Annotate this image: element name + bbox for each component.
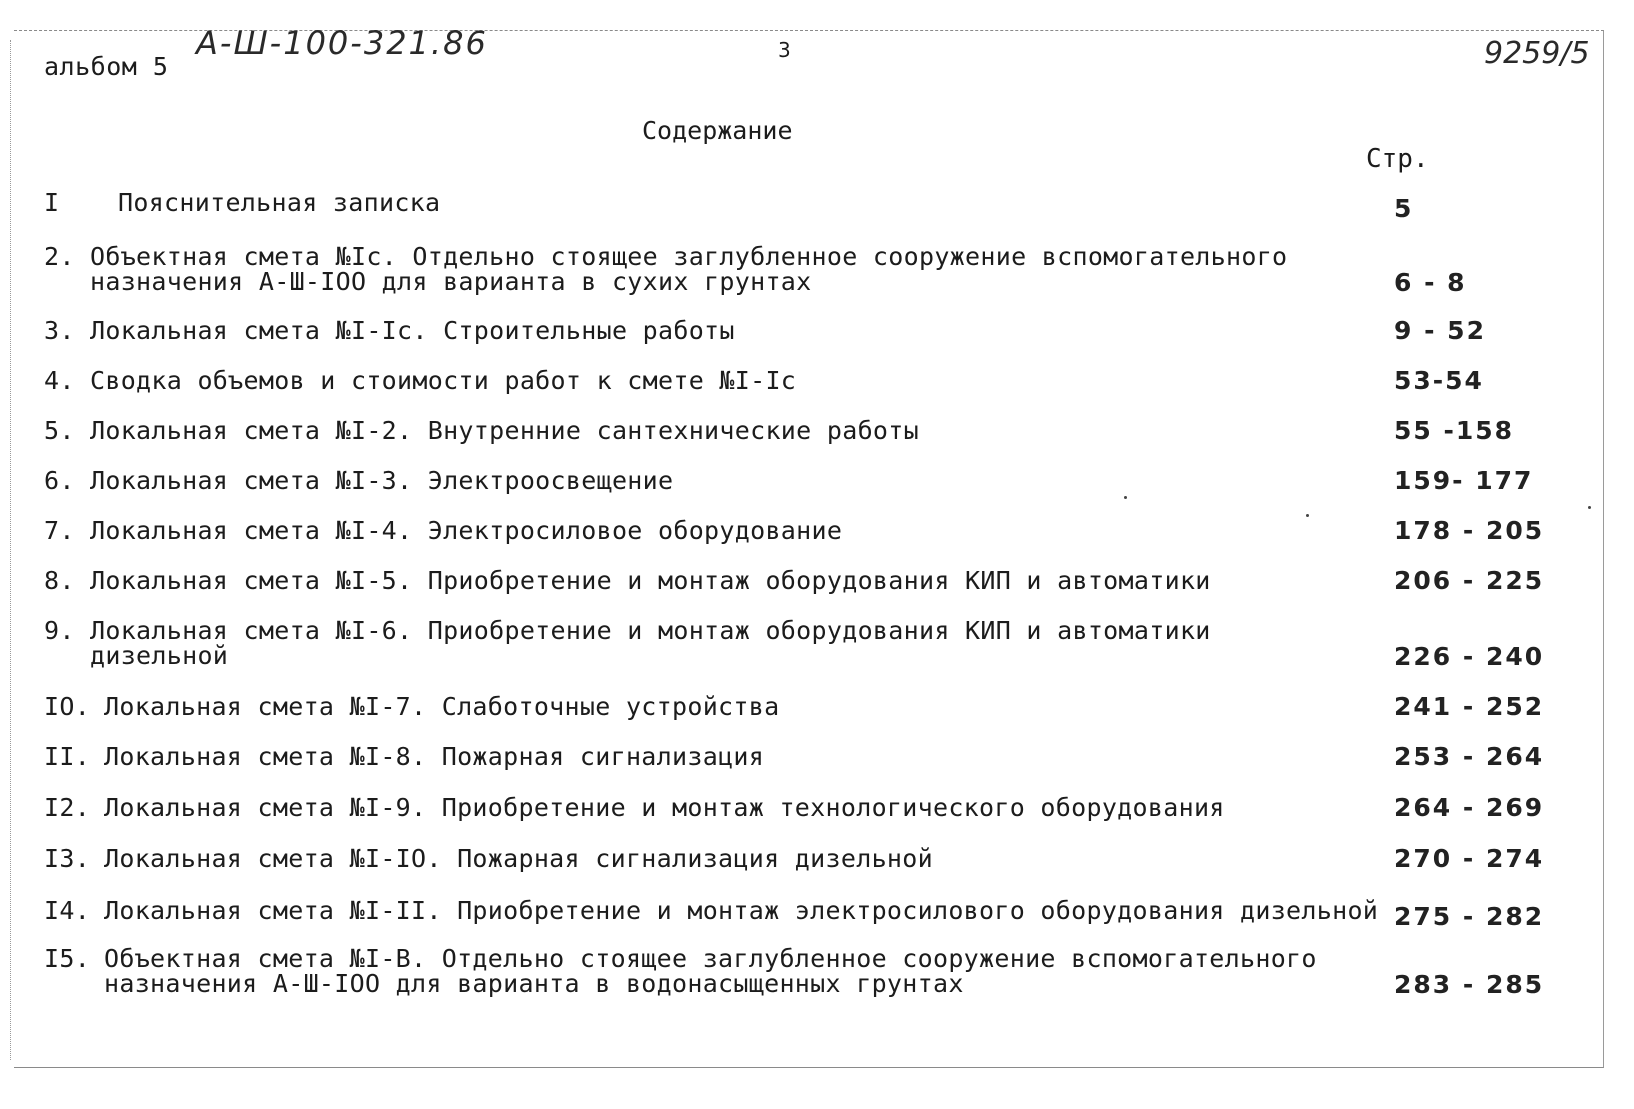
toc-item-pages: 159- 177 bbox=[1394, 466, 1534, 495]
scan-speck bbox=[1306, 514, 1309, 517]
toc-item-number: 2. bbox=[44, 242, 75, 271]
toc-item-number: 9. bbox=[44, 616, 75, 645]
toc-item-pages: 226 - 240 bbox=[1394, 642, 1545, 671]
toc-item-text: Локальная смета №I-7. Слаботочные устройства bbox=[104, 692, 780, 721]
binding-edge bbox=[10, 40, 15, 1060]
toc-item-text: Сводка объемов и стоимости работ к смете №I-Iс bbox=[90, 366, 797, 395]
toc-item-pages: 264 - 269 bbox=[1394, 793, 1545, 822]
toc-item-number: II. bbox=[44, 742, 91, 771]
toc-item-number: 4. bbox=[44, 366, 75, 395]
page-title: Содержание bbox=[642, 116, 793, 145]
toc-item-pages: 206 - 225 bbox=[1394, 566, 1545, 595]
document-code: А-Ш-100-321.86 bbox=[196, 24, 488, 62]
toc-item-number: I5. bbox=[44, 944, 91, 973]
toc-item-number: I4. bbox=[44, 896, 91, 925]
toc-item-text: Локальная смета №I-9. Приобретение и монтаж технологического оборудования bbox=[104, 793, 1225, 822]
scan-speck bbox=[1124, 496, 1127, 499]
toc-item-text: Локальная смета №I-6. Приобретение и монтаж оборудования КИП и автоматики дизельной bbox=[90, 616, 1211, 670]
inventory-number: 9259/5 bbox=[1484, 36, 1590, 71]
toc-item-number: 3. bbox=[44, 316, 75, 345]
toc-item-pages: 178 - 205 bbox=[1394, 516, 1545, 545]
toc-item-pages: 5 bbox=[1394, 194, 1414, 223]
toc-item-text: Локальная смета №I-IO. Пожарная сигнализация дизельной bbox=[104, 844, 933, 873]
toc-item-text: Локальная смета №I-3. Электроосвещение bbox=[90, 466, 674, 495]
toc-item-text: Локальная смета №I-Iс. Строительные работы bbox=[90, 316, 735, 345]
toc-item-text: Локальная смета №I-4. Электросиловое оборудование bbox=[90, 516, 843, 545]
toc-item-pages: 6 - 8 bbox=[1394, 268, 1467, 297]
toc-item-number: 5. bbox=[44, 416, 75, 445]
toc-item-text: Объектная смета №Iс. Отдельно стоящее заглубленное сооружение вспомогательного назначения А-Ш-IOO для варианта в сухих грунтах bbox=[90, 242, 1288, 296]
toc-item-pages: 283 - 285 bbox=[1394, 970, 1545, 999]
toc-item-number: I3. bbox=[44, 844, 91, 873]
toc-item-text: Локальная смета №I-5. Приобретение и монтаж оборудования КИП и автоматики bbox=[90, 566, 1211, 595]
toc-item-number: I bbox=[44, 188, 60, 217]
toc-item-text: Объектная смета №I-В. Отдельно стоящее заглубленное сооружение вспомогательного назначения А-Ш-IOO для варианта в водонасыщенных грунтах bbox=[104, 944, 1317, 998]
album-label: альбом 5 bbox=[44, 52, 169, 81]
toc-item-text: Локальная смета №I-II. Приобретение и монтаж электросилового оборудования дизельной bbox=[104, 896, 1379, 925]
toc-item-text: Локальная смета №I-2. Внутренние сантехнические работы bbox=[90, 416, 919, 445]
toc-item-number: IO. bbox=[44, 692, 91, 721]
toc-item-number: 8. bbox=[44, 566, 75, 595]
toc-item-pages: 275 - 282 bbox=[1394, 902, 1545, 931]
toc-item-pages: 241 - 252 bbox=[1394, 692, 1545, 721]
toc-item-number: 7. bbox=[44, 516, 75, 545]
toc-item-text: Локальная смета №I-8. Пожарная сигнализация bbox=[104, 742, 765, 771]
toc-item-pages: 253 - 264 bbox=[1394, 742, 1545, 771]
toc-item-number: I2. bbox=[44, 793, 91, 822]
page-column-header: Стр. bbox=[1366, 144, 1429, 174]
scan-speck bbox=[1588, 506, 1591, 509]
toc-item-number: 6. bbox=[44, 466, 75, 495]
toc-item-text: Пояснительная записка bbox=[118, 188, 441, 217]
toc-item-pages: 9 - 52 bbox=[1394, 316, 1486, 345]
toc-item-pages: 270 - 274 bbox=[1394, 844, 1545, 873]
page-number: 3 bbox=[778, 38, 791, 62]
toc-item-pages: 55 -158 bbox=[1394, 416, 1515, 445]
toc-item-pages: 53-54 bbox=[1394, 366, 1484, 395]
